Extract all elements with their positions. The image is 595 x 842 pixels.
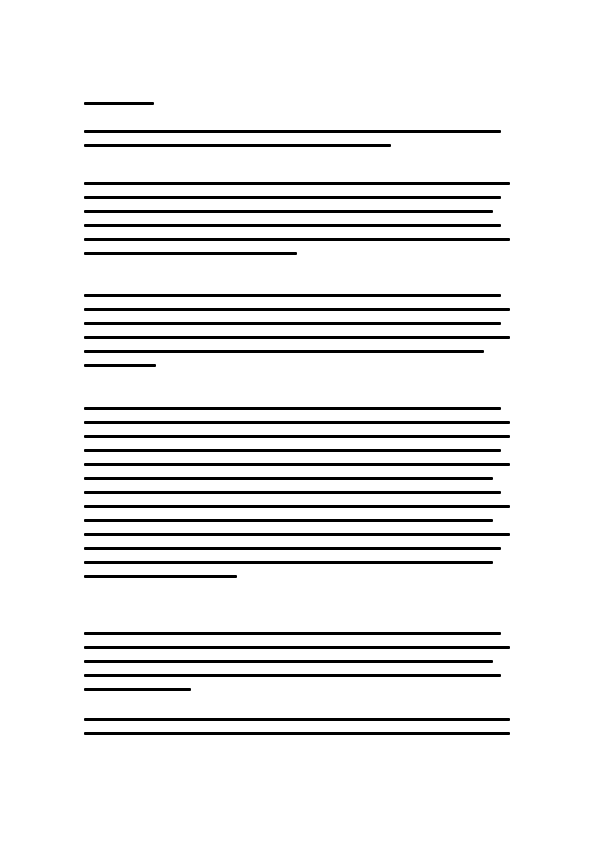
text-line: [84, 308, 510, 311]
text-line: [84, 660, 493, 663]
paragraph-2: [84, 182, 510, 266]
paragraph-1: [84, 130, 510, 158]
text-line: [84, 491, 501, 494]
section-heading: [84, 102, 154, 105]
text-line: [84, 688, 191, 691]
paragraph-4: [84, 407, 510, 589]
text-line: [84, 336, 510, 339]
text-line: [84, 519, 493, 522]
text-line: [84, 561, 493, 564]
text-line: [84, 505, 510, 508]
text-line: [84, 322, 501, 325]
text-line: [84, 144, 391, 147]
text-line: [84, 718, 510, 721]
paragraph-6: [84, 718, 510, 735]
text-line: [84, 477, 493, 480]
text-line: [84, 575, 237, 578]
text-line: [84, 463, 510, 466]
text-line: [84, 130, 501, 133]
text-line: [84, 533, 510, 536]
text-line: [84, 547, 501, 550]
paragraph-3: [84, 294, 510, 378]
text-line: [84, 364, 156, 367]
text-line: [84, 210, 493, 213]
heading-text: [84, 102, 154, 105]
text-line: [84, 182, 510, 185]
text-line: [84, 407, 501, 410]
text-line: [84, 646, 510, 649]
text-line: [84, 674, 501, 677]
text-line: [84, 421, 510, 424]
text-line: [84, 252, 297, 255]
text-line: [84, 224, 501, 227]
text-line: [84, 350, 484, 353]
text-line: [84, 632, 501, 635]
text-line: [84, 294, 501, 297]
text-line: [84, 196, 501, 199]
text-line: [84, 449, 501, 452]
paragraph-5: [84, 632, 510, 702]
text-line: [84, 435, 510, 438]
text-line: [84, 732, 510, 735]
text-line: [84, 238, 510, 241]
